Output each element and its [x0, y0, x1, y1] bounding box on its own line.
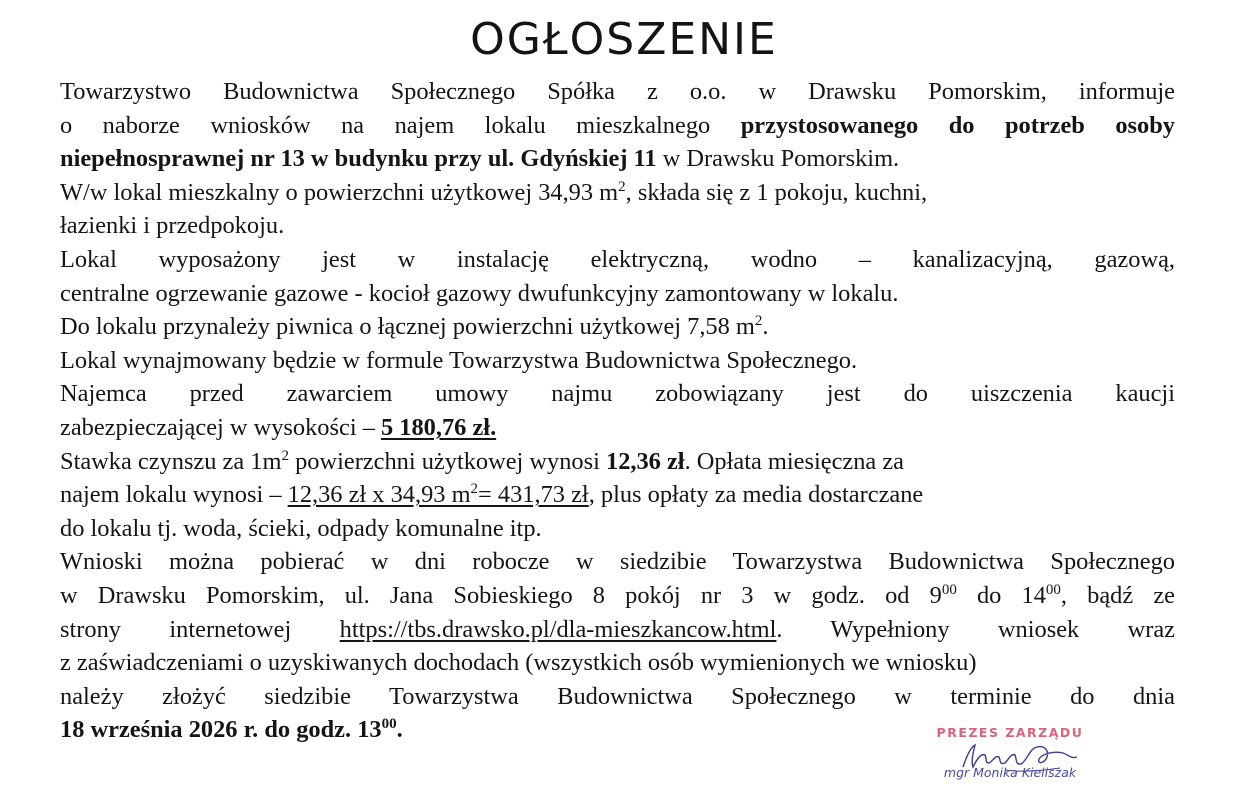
- bold-text: niepełnosprawnej nr 13 w budynku przy ul. Gdyńskiej 11: [60, 145, 657, 173]
- bold-text: przystosowanego do potrzeb osoby: [740, 111, 1175, 139]
- signature-stamp: [915, 725, 1105, 783]
- body-line: Wnioski można pobierać w dni robocze w siedzibie Towarzystwa Budownictwa Społecznego: [60, 548, 1175, 576]
- body-line: Do lokalu przynależy piwnica o łącznej powierzchni użytkowej 7,58 $m^2$.: [60, 313, 769, 341]
- body-line: w Drawsku Pomorskim, ul. Jana Sobieskiego 8 pokój nr 3 w godz. od $9^{00}$ do $14^{00}$, bądź ze: [60, 581, 1175, 609]
- body-line: niepełnosprawnej nr 13 w budynku przy ul. Gdyńskiej 11 w Drawsku Pomorskim.: [60, 145, 900, 173]
- body-line: Lokal wyposażony jest w instalację elektryczną, wodno – kanalizacyjną, gazową,: [60, 245, 1175, 273]
- body-line: należy złożyć siedzibie Towarzystwa Budownictwa Społecznego w terminie do dnia: [60, 682, 1175, 710]
- application-form-link[interactable]: https://tbs.drawsko.pl/dla-mieszkancow.html: [339, 615, 777, 643]
- body-line: Lokal wynajmowany będzie w formule Towarzystwa Budownictwa Społecznego.: [60, 346, 858, 374]
- stamp-title: PREZES ZARZĄDU: [936, 725, 1084, 740]
- stamp-name: mgr Monika Kieliszak: [943, 765, 1077, 780]
- announcement-body: [60, 75, 1175, 747]
- body-line: Stawka czynszu za $1m^2$ powierzchni użytkowej wynosi 12,36 zł. Opłata miesięczna za: [60, 447, 904, 475]
- body-line: Towarzystwo Budownictwa Społecznego Spółka z o.o. w Drawsku Pomorskim, informuje: [60, 78, 1175, 105]
- body-line: Najemca przed zawarciem umowy najmu zobowiązany jest do uiszczenia kaucji: [60, 380, 1175, 408]
- body-line: z zaświadczeniami o uzyskiwanych dochodach (wszystkich osób wymienionych we wniosku): [60, 649, 977, 677]
- body-line: centralne ogrzewanie gazowe - kocioł gazowy dwufunkcyjny zamontowany w lokalu.: [60, 279, 899, 307]
- body-line: łazienki i przedpokoju.: [60, 212, 285, 240]
- body-line: zabezpieczającej w wysokości – 5 180,76 zł.: [60, 413, 497, 441]
- rent-calculation: 12,36 zł x 34,93 $m^2= 431,73$ zł: [287, 481, 589, 509]
- body-line: strony internetowej https://tbs.drawsko.pl/dla-mieszkancow.html. Wypełniony wniosek wraz: [60, 615, 1176, 643]
- body-line: do lokalu tj. woda, ścieki, odpady komunalne itp.: [60, 514, 542, 542]
- body-line: o naborze wniosków na najem lokalu mieszkalnego przystosowanego do potrzeb osoby: [60, 111, 1175, 139]
- body-line: najem lokalu wynosi – 12,36 zł x 34,93 $m^2= 431,73$ zł, plus opłaty za media dostarczane: [60, 481, 924, 509]
- body-line: W/w lokal mieszkalny o powierzchni użytkowej 34,93 $m^2$, składa się z 1 pokoju, kuchni,: [60, 178, 928, 206]
- rent-rate: 12,36 zł: [606, 447, 685, 475]
- announcement-title: OGŁOSZENIE: [470, 14, 778, 65]
- deposit-amount: 5 180,76 zł.: [381, 413, 497, 441]
- deadline-text: 18 września 2026 r. do godz. $13^{00}$.: [60, 716, 403, 744]
